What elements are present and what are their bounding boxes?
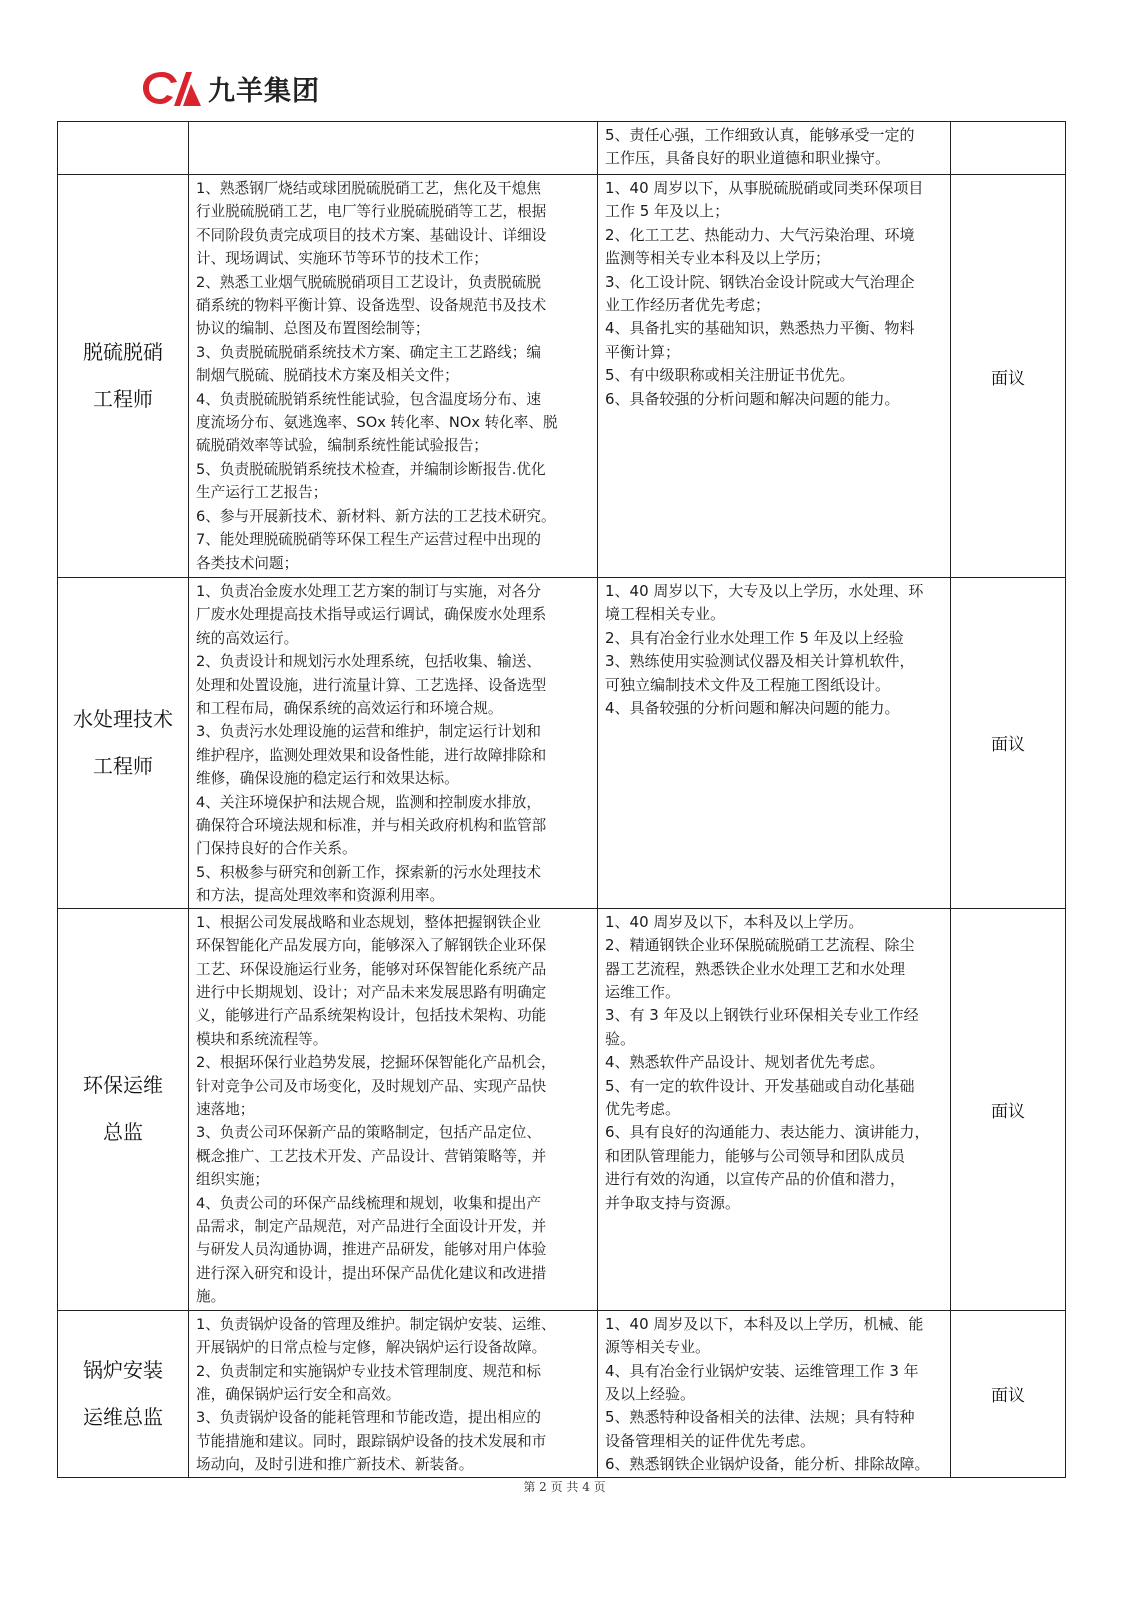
job-table	[57, 121, 1066, 1478]
duty-line: 概念推广、工艺技术开发、产品设计、营销策略等，并	[196, 1147, 547, 1165]
requirement-line: 3、化工设计院、钢铁冶金设计院或大气治理企	[605, 272, 915, 291]
position-cell	[58, 175, 189, 578]
requirements-cell	[598, 908, 951, 1310]
salary-method-cell: 面议	[951, 175, 1066, 578]
salary-method-cell	[951, 122, 1066, 175]
duty-line: 和方法，提高处理效率和资源利用率。	[196, 887, 445, 905]
requirement-line: 并争取支持与资源。	[605, 1193, 741, 1212]
duty-line: 3、负责公司环保新产品的策略制定，包括产品定位、	[196, 1124, 541, 1142]
requirement-line: 1、40 周岁及以下，本科及以上学历。	[605, 912, 864, 931]
requirement-line: 设备管理相关的证件优先考虑。	[605, 1431, 816, 1450]
duty-line: 准，确保锅炉运行安全和高效。	[196, 1385, 401, 1403]
requirement-line: 6、熟悉钢铁企业锅炉设备，能分析、排除故障。	[605, 1455, 930, 1474]
position-name-line: 锅炉安装	[83, 1357, 163, 1382]
brand-name: 九羊集团	[208, 75, 320, 107]
requirement-line: 3、熟练使用实验测试仪器及相关计算机软件，	[605, 652, 915, 671]
duty-line: 速落地；	[196, 1100, 255, 1118]
duty-line: 组织实施；	[196, 1171, 269, 1189]
duties-cell	[189, 578, 598, 909]
duty-line: 硫脱硝效率等试验，编制系统性能试验报告；	[196, 437, 488, 455]
requirement-line: 源等相关专业。	[605, 1338, 711, 1357]
page-number: 第 2 页 共 4 页	[523, 1480, 606, 1494]
duty-line: 义，能够进行产品系统架构设计，包括技术架构、功能	[196, 1007, 547, 1025]
salary-method-cell: 面议	[951, 1310, 1066, 1477]
requirement-line: 2、具有冶金行业水处理工作 5 年及以上经验	[605, 628, 904, 647]
duty-line: 硝系统的物料平衡计算、设备选型、设备规范书及技术	[196, 297, 547, 315]
position-cell	[58, 578, 189, 909]
duty-line: 统的高效运行。	[196, 629, 299, 647]
duty-line: 5、积极参与研究和创新工作，探索新的污水处理技术	[196, 863, 541, 881]
duty-line: 模块和系统流程等。	[196, 1030, 328, 1048]
requirement-line: 工作 5 年及以上；	[605, 202, 730, 221]
duties-cell	[189, 122, 598, 175]
duty-line: 和工程布局，确保系统的高效运行和环境合规。	[196, 700, 503, 718]
requirement-line: 1、40 周岁及以下，本科及以上学历，机械、能	[605, 1314, 924, 1333]
position-name-line: 总监	[103, 1120, 143, 1145]
salary-method-cell: 面议	[951, 578, 1066, 909]
table-row	[58, 122, 1066, 175]
duty-line: 维护程序，监测处理效果和设备性能，进行故障排除和	[196, 746, 547, 764]
duties-cell	[189, 908, 598, 1310]
duty-line: 施。	[196, 1288, 226, 1306]
requirement-line: 4、具备扎实的基础知识，熟悉热力平衡、物料	[605, 319, 915, 338]
requirements-cell	[598, 1310, 951, 1477]
requirement-line: 1、40 周岁以下，大专及以上学历，水处理、环	[605, 582, 924, 600]
requirement-line: 优先考虑。	[605, 1099, 681, 1118]
header-logo	[140, 66, 320, 110]
duty-line: 进行中长期规划、设计；对产品未来发展思路有明确定	[196, 983, 547, 1001]
duty-line: 针对竞争公司及市场变化，及时规划产品、实现产品快	[196, 1077, 547, 1095]
duty-line: 3、负责污水处理设施的运营和维护，制定运行计划和	[196, 723, 541, 741]
duty-line: 制烟气脱硫、脱硝技术方案及相关文件；	[196, 367, 459, 385]
duty-line: 5、负责脱硫脱销系统技术检查，并编制诊断报告.优化	[196, 460, 546, 478]
duty-line: 不同阶段负责完成项目的技术方案、基础设计、详细设	[196, 226, 547, 244]
duty-line: 度流场分布、氨逃逸率、SOx 转化率、NOx 转化率、脱	[196, 414, 558, 432]
duty-line: 2、熟悉工业烟气脱硫脱硝项目工艺设计，负责脱硫脱	[196, 273, 541, 291]
position-name-line: 工程师	[93, 387, 153, 411]
requirements-cell	[598, 578, 951, 909]
duty-line: 进行深入研究和设计，提出环保产品优化建议和改进措	[196, 1264, 547, 1282]
requirement-line: 1、40 周岁以下，从事脱硫脱硝或同类环保项目	[605, 179, 924, 197]
requirement-line: 验。	[605, 1029, 636, 1048]
requirement-line: 5、有中级职称或相关注册证书优先。	[605, 366, 855, 385]
duty-line: 厂废水处理提高技术指导或运行调试，确保废水处理系	[196, 606, 547, 624]
requirement-line: 2、化工工艺、热能动力、大气污染治理、环境	[605, 225, 915, 244]
requirement-line: 进行有效的沟通，以宣传产品的价值和潜力，	[605, 1170, 906, 1189]
position-cell	[58, 122, 189, 175]
duty-line: 1、负责锅炉设备的管理及维护。制定锅炉安装、运维、	[196, 1315, 556, 1333]
duty-line: 品需求，制定产品规范，对产品进行全面设计开发，并	[196, 1217, 547, 1235]
requirement-line: 6、具备较强的分析问题和解决问题的能力。	[605, 389, 900, 408]
position-name-line: 工程师	[93, 753, 153, 778]
duties-cell	[189, 175, 598, 578]
requirement-line: 可独立编制技术文件及工程施工图纸设计。	[605, 675, 891, 694]
requirement-line: 器工艺流程，熟悉铁企业水处理工艺和水处理	[605, 959, 906, 978]
duty-line: 与研发人员沟通协调，推进产品研发，能够对用户体验	[196, 1241, 547, 1259]
duty-line: 7、能处理脱硫脱硝等环保工程生产运营过程中出现的	[196, 531, 541, 549]
salary-method-cell: 面议	[951, 908, 1066, 1310]
duty-line: 1、负责冶金废水处理工艺方案的制订与实施，对各分	[196, 583, 541, 600]
duty-line: 4、关注环境保护和法规合规，监测和控制废水排放，	[196, 793, 541, 811]
position-cell	[58, 1310, 189, 1477]
requirement-line: 5、有一定的软件设计、开发基础或自动化基础	[605, 1076, 915, 1095]
table-row	[58, 578, 1066, 909]
duty-line: 开展锅炉的日常点检与定修，解决锅炉运行设备故障。	[196, 1339, 547, 1357]
duty-line: 4、负责公司的环保产品线梳理和规划，收集和提出产	[196, 1194, 541, 1212]
requirement-line: 及以上经验。	[605, 1384, 696, 1403]
duty-line: 2、根据环保行业趋势发展，挖掘环保智能化产品机会，	[196, 1054, 556, 1072]
requirement-line: 工作压，具备良好的职业道德和职业操守。	[605, 149, 891, 168]
duty-line: 工艺、环保设施运行业务，能够对环保智能化系统产品	[196, 960, 547, 978]
duty-line: 1、熟悉钢厂烧结或球团脱硫脱硝工艺，焦化及干熄焦	[196, 180, 541, 197]
requirement-line: 境工程相关专业。	[605, 605, 726, 624]
requirement-line: 2、精通钢铁企业环保脱硫脱硝工艺流程、除尘	[605, 936, 915, 955]
duty-line: 协议的编制、总图及布置图绘制等；	[196, 320, 430, 338]
duty-line: 各类技术问题；	[196, 554, 299, 572]
position-name-line: 运维总监	[83, 1404, 163, 1429]
requirement-line: 4、熟悉软件产品设计、规划者优先考虑。	[605, 1053, 885, 1072]
duty-line: 场动向，及时引进和推广新技术、新装备。	[196, 1456, 474, 1474]
requirement-line: 和团队管理能力，能够与公司领导和团队成员	[605, 1146, 906, 1165]
duty-line: 2、负责制定和实施锅炉专业技术管理制度、规范和标	[196, 1362, 541, 1380]
requirement-line: 6、具有良好的沟通能力、表达能力、演讲能力，	[605, 1123, 930, 1142]
table-row	[58, 908, 1066, 1310]
requirement-line: 3、有 3 年及以上钢铁行业环保相关专业工作经	[605, 1006, 919, 1025]
duty-line: 3、负责锅炉设备的能耗管理和节能改造，提出相应的	[196, 1409, 541, 1427]
requirement-line: 平衡计算；	[605, 342, 681, 361]
position-cell	[58, 908, 189, 1310]
requirements-cell	[598, 175, 951, 578]
duty-line: 3、负责脱硫脱硝系统技术方案、确定主工艺路线；编	[196, 343, 541, 361]
requirements-cell	[598, 122, 951, 175]
requirement-line: 4、具有冶金行业锅炉安装、运维管理工作 3 年	[605, 1361, 919, 1380]
position-name-line: 环保运维	[83, 1073, 163, 1098]
position-name-line: 水处理技术	[73, 706, 173, 731]
requirement-line: 4、具备较强的分析问题和解决问题的能力。	[605, 699, 900, 718]
jiuyang-logo-icon	[140, 68, 202, 108]
duty-line: 4、负责脱硫脱销系统性能试验，包含温度场分布、速	[196, 390, 541, 408]
duty-line: 6、参与开展新技术、新材料、新方法的工艺技术研究。	[196, 507, 556, 525]
duty-line: 环保智能化产品发展方向，能够深入了解钢铁企业环保	[196, 937, 547, 955]
requirement-line: 业工作经历者优先考虑；	[605, 296, 771, 315]
table-row	[58, 175, 1066, 578]
requirement-line: 运维工作。	[605, 982, 681, 1001]
requirement-line: 5、熟悉特种设备相关的法律、法规；具有特种	[605, 1408, 915, 1427]
requirement-line: 5、责任心强，工作细致认真，能够承受一定的	[605, 126, 915, 144]
table-row	[58, 1310, 1066, 1477]
requirement-line: 监测等相关专业本科及以上学历；	[605, 249, 831, 268]
duties-cell	[189, 1310, 598, 1477]
duty-line: 1、根据公司发展战略和业态规划，整体把握钢铁企业	[196, 913, 541, 931]
duty-line: 确保符合环境法规和标准，并与相关政府机构和监管部	[196, 817, 547, 835]
duty-line: 计、现场调试、实施环节等环节的技术工作；	[196, 250, 488, 268]
duty-line: 生产运行工艺报告；	[196, 484, 328, 502]
duty-line: 2、负责设计和规划污水处理系统，包括收集、输送、	[196, 653, 541, 671]
duty-line: 处理和处置设施，进行流量计算、工艺选择、设备选型	[196, 676, 547, 694]
position-name-line: 脱硫脱硝	[83, 340, 163, 364]
duty-line: 门保持良好的合作关系。	[196, 840, 357, 858]
duty-line: 节能措施和建议。同时，跟踪锅炉设备的技术发展和市	[196, 1432, 547, 1450]
duty-line: 维修，确保设施的稳定运行和效果达标。	[196, 770, 459, 788]
duty-line: 行业脱硫脱硝工艺，电厂等行业脱硫脱硝等工艺，根据	[196, 203, 547, 221]
